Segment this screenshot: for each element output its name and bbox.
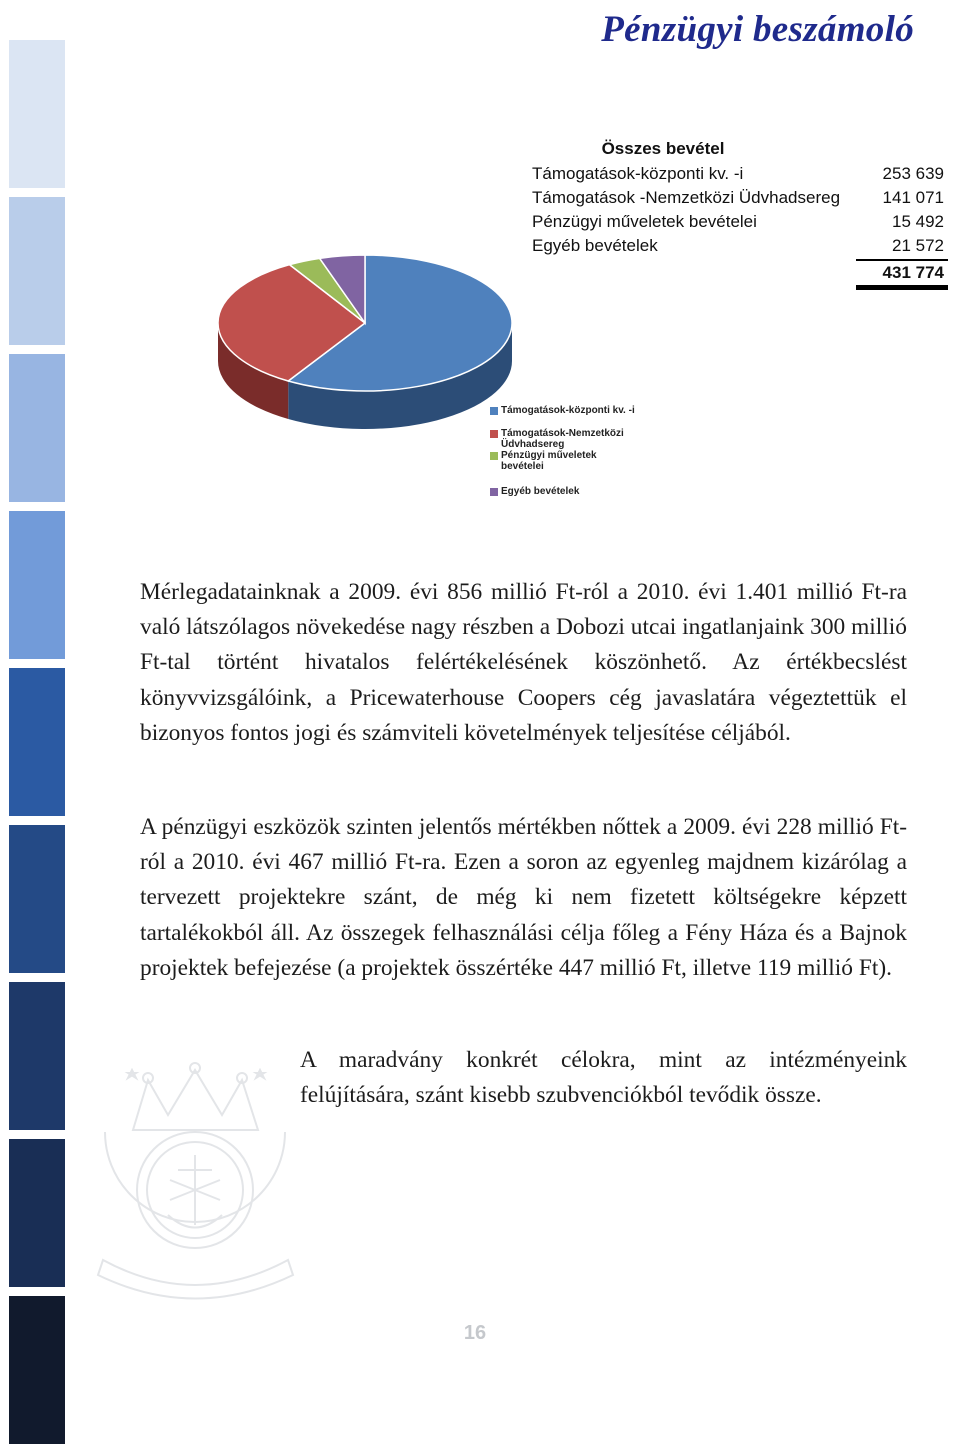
legend-swatch [490, 430, 498, 438]
income-row-label: Pénzügyi műveletek bevételei [532, 212, 757, 231]
side-bar-segment [9, 354, 65, 502]
side-bar-segment [9, 825, 65, 973]
legend-label: Támogatások-központi kv. -i [501, 405, 635, 416]
legend-swatch [490, 488, 498, 496]
income-row-value: 21 572 [892, 236, 944, 255]
side-bar-segment [9, 511, 65, 659]
legend-swatch [490, 452, 498, 460]
income-row [528, 186, 948, 210]
side-bar-segment [9, 1296, 65, 1444]
side-color-bar [9, 40, 65, 1453]
page-number: 16 [463, 1322, 487, 1344]
body-paragraph-remainder: A maradvány konkrét célokra, mint az intézményeink felújítására, szánt kisebb szubvenciókból tevődik össze. [300, 1047, 907, 1109]
body-paragraph-financial-assets: A pénzügyi eszközök szinten jelentős mértékben nőttek a 2009. évi 228 millió Ft-ról a 2010. évi 467 millió Ft-ra. Ezen a soron az egyenleg majdnem kizárólag a tervezett projektekre szánt, de még ki nem fizetett költségekre képzett tartalékokból áll. Az összegek felhasználási célja főleg a Fény Háza és a Bajnok projektek befejezése (a projektek összértéke 447 millió Ft, illetve 119 millió Ft). [140, 814, 907, 981]
income-row [528, 210, 948, 234]
income-row-value: 253 639 [882, 164, 944, 183]
legend-item [490, 428, 641, 450]
legend-item [490, 486, 641, 497]
side-bar-segment [9, 982, 65, 1130]
side-bar-segment [9, 40, 65, 188]
side-bar-segment [9, 197, 65, 345]
page-title: Pénzügyi beszámoló [601, 9, 914, 50]
side-bar-segment [9, 668, 65, 816]
legend-label: Egyéb bevételek [501, 486, 580, 497]
income-pie-chart [215, 245, 525, 445]
income-total-row [528, 258, 948, 290]
income-row [528, 234, 948, 258]
body-paragraph-balance: Mérlegadatainknak a 2009. évi 856 millió Ft-ról a 2010. évi 1.401 millió Ft-ra való látszólagos növekedése nagy részben a Dobozi utcai ingatlanjaink 300 millió Ft-tal történt hivatalos felértékelésének köszönhető. Az értékbecslést könyvvizsgálóink, a Pricewaterhouse Coopers cég javaslatára végeztettük el bizonyos fontos jogi és számviteli követelmények teljesítése céljából. [140, 579, 907, 746]
legend-item [490, 405, 641, 416]
income-table-title: Összes bevétel [601, 139, 725, 158]
income-row-label: Egyéb bevételek [532, 236, 658, 255]
legend-label: Támogatások-Nemzetközi Üdvhadsereg [501, 428, 624, 450]
side-bar-segment [9, 1139, 65, 1287]
income-total-value: 431 774 [856, 259, 948, 290]
income-table [528, 136, 948, 290]
income-row-label: Támogatások -Nemzetközi Üdvhadsereg [532, 188, 841, 207]
legend-label: Pénzügyi műveletek bevételei [501, 450, 597, 472]
pie-legend [490, 405, 641, 497]
income-row [528, 162, 948, 186]
legend-item [490, 450, 641, 472]
salvation-army-crest-icon [88, 1060, 303, 1305]
income-row-value: 15 492 [892, 212, 944, 231]
legend-swatch [490, 407, 498, 415]
income-row-value: 141 071 [882, 188, 944, 207]
income-row-label: Támogatások-központi kv. -i [532, 164, 744, 183]
